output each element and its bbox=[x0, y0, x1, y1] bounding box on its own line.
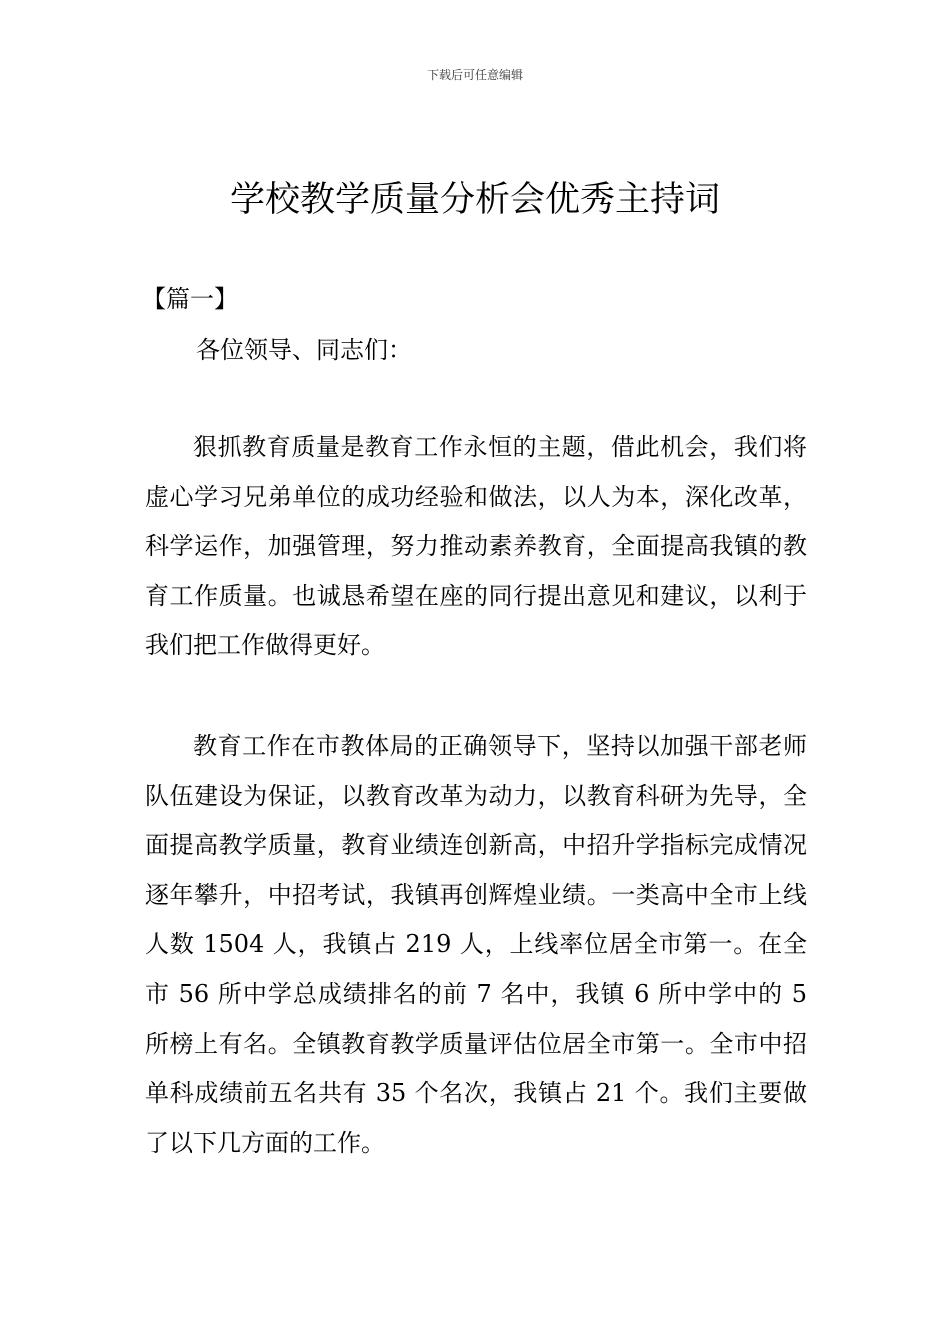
paragraph-2: 教育工作在市教体局的正确领导下，坚持以加强干部老师队伍建设为保证，以教育改革为动力，以教育科研为先导，全面提高教学质量，教育业绩连创新高，中招升学指标完成情况逐年攀升，中招考试，我镇再创辉煌业绩。一类高中全市上线人数 1504 人，我镇占 219 人，上线率位居全市第一。在全市 56 所中学总成绩排名的前 7 名中，我镇 6 所中学中的 5 所榜上有名。全镇教育教学质量评估位居全市第一。全市中招单科成绩前五名共有 35 个名次，我镇占 21 个。我们主要做了以下几方面的工作。 bbox=[145, 732, 807, 1157]
section-label: 【篇一】 bbox=[142, 285, 238, 313]
salutation: 各位领导、同志们： bbox=[196, 336, 412, 364]
document-title: 学校教学质量分析会优秀主持词 bbox=[229, 180, 720, 220]
paragraph-1: 狠抓教育质量是教育工作永恒的主题，借此机会，我们将虚心学习兄弟单位的成功经验和做法，以人为本，深化改革，科学运作，加强管理，努力推动素养教育，全面提高我镇的教育工作质量。也诚恳希望在座的同行提出意见和建议，以利于我们把工作做得更好。 bbox=[145, 433, 807, 660]
header-note: 下载后可任意编辑 bbox=[426, 68, 523, 82]
